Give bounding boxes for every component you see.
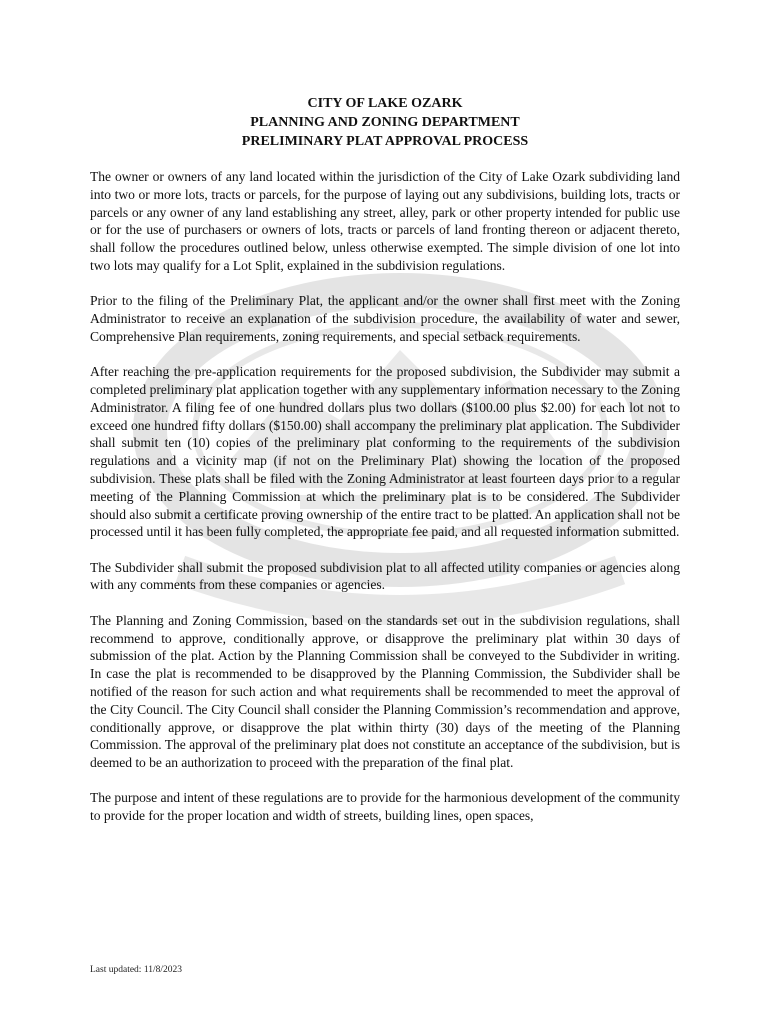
document-page bbox=[90, 94, 680, 843]
paragraph-commission-review: The Planning and Zoning Commission, based on the standards set out in the subdivision regulations, shall recommend to approve, conditionally approve, or disapprove the preliminary plat within 30 days of submission of the plat. Action by the Planning Commission shall be conveyed to the Subdivider in writing. In case the plat is recommended to be disapproved by the Planning Commission, the Subdivider shall be notified of the reason for such action and what requirements shall be recommended to meet the approval of the City Council. The City Council shall consider the Planning Commission’s recommendation and approve, conditionally approve, or disapprove the plat within thirty (30) days of the meeting of the Planning Commission. The approval of the preliminary plat does not constitute an acceptance of the subdivision, but is deemed to be an authorization to proceed with the preparation of the final plat. bbox=[90, 612, 680, 771]
paragraph-application: After reaching the pre-application requirements for the proposed subdivision, the Subdivider may submit a completed preliminary plat application together with any supplementary information necessary to the Zoning Administrator. A filing fee of one hundred dollars plus two dollars ($100.00 plus $2.00) for each lot not to exceed one hundred fifty dollars ($150.00) shall accompany the preliminary plat application. The Subdivider shall submit ten (10) copies of the preliminary plat conforming to the requirements of the subdivision regulations and a vicinity map (if not on the Preliminary Plat) showing the location of the proposed subdivision. These plats shall be filed with the Zoning Administrator at least fourteen days prior to a regular meeting of the Planning Commission at which the preliminary plat is to be considered. The Subdivider should also submit a certificate proving ownership of the entire tract to be platted. An application shall not be processed until it has been fully completed, the appropriate fee paid, and all requested information submitted. bbox=[90, 364, 680, 540]
paragraph-utilities: The Subdivider shall submit the proposed subdivision plat to all affected utility companies or agencies along with any comments from these companies or agencies. bbox=[90, 559, 680, 593]
header-city-name: CITY OF LAKE OZARK bbox=[307, 96, 463, 111]
header-department: PLANNING AND ZONING DEPARTMENT bbox=[250, 115, 520, 130]
paragraph-purpose: The purpose and intent of these regulations are to provide for the harmonious development of the community to provide for the proper location and width of streets, building lines, open spaces, bbox=[90, 790, 680, 824]
document-header bbox=[90, 94, 680, 151]
paragraph-pre-filing: Prior to the filing of the Preliminary Plat, the applicant and/or the owner shall first meet with the Zoning Administrator to receive an explanation of the subdivision procedure, the availability of water and sewer, Comprehensive Plan requirements, zoning requirements, and special setback requirements. bbox=[90, 293, 680, 344]
footer-last-updated: Last updated: 11/8/2023 bbox=[90, 965, 182, 975]
header-process-title: PRELIMINARY PLAT APPROVAL PROCESS bbox=[241, 134, 529, 149]
paragraph-intro: The owner or owners of any land located within the jurisdiction of the City of Lake Ozark subdividing land into two or more lots, tracts or parcels, for the purpose of laying out any subdivisions, building lots, tracts or parcels or any owner of any land establishing any street, alley, park or other property intended for public use or for the use of purchasers or owners of lots, tracts or parcels of land fronting thereon or adjacent thereto, shall follow the procedures outlined below, unless otherwise exempted. The simple division of one lot into two lots may qualify for a Lot Split, explained in the subdivision regulations. bbox=[90, 169, 680, 273]
